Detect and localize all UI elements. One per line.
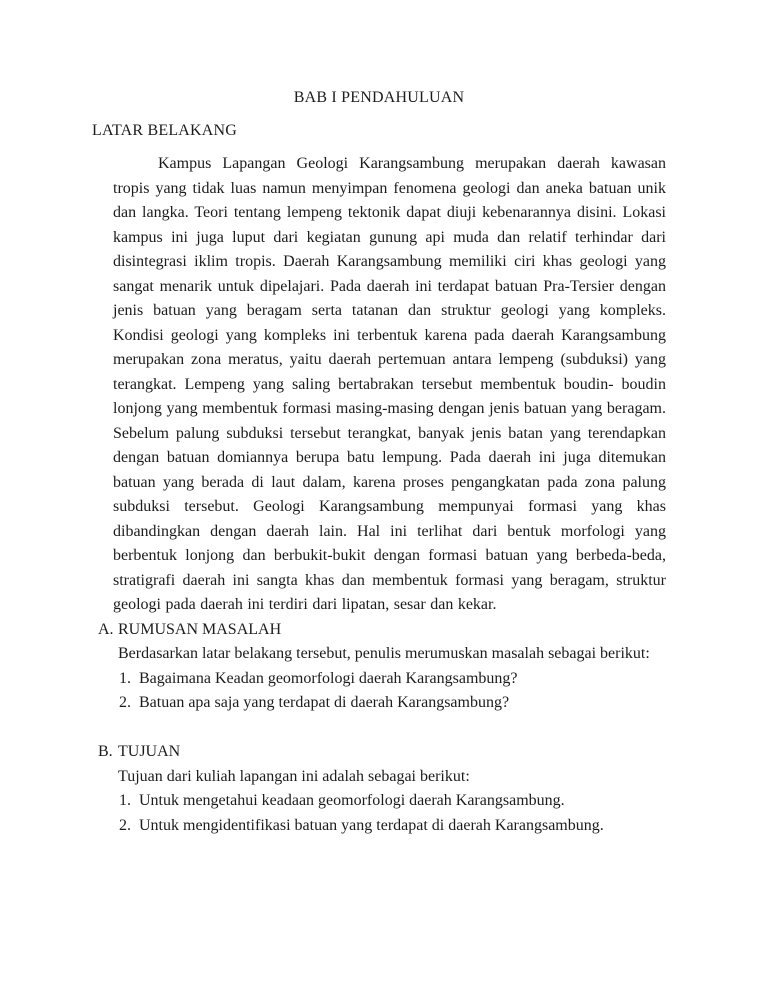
section-b-intro: Tujuan dari kuliah lapangan ini adalah sebagai berikut: <box>118 767 470 785</box>
background-paragraph: Kampus Lapangan Geologi Karangsambung merupakan daerah kawasan tropis yang tidak luas namun menyimpan fenomena geologi dan aneka batuan unik dan langka. Teori tentang lempeng tektonik dapat diuji kebenarannya disini. Lokasi kampus ini juga luput dari kegiatan gunung api muda dan relatif terhindar dari disintegrasi iklim tropis. Daerah Karangsambung memiliki ciri khas geologi yang sangat menarik untuk dipelajari. Pada daerah ini terdapat batuan Pra-Tersier dengan jenis batuan yang beragam serta tatanan dan struktur geologi yang kompleks. Kondisi geologi yang kompleks ini terbentuk karena pada daerah Karangsambung merupakan zona meratus, yaitu daerah pertemuan antara lempeng (subduksi) yang terangkat. Lempeng yang saling bertabrakan tersebut membentuk boudin- boudin lonjong yang membentuk formasi masing-masing dengan jenis batuan yang beragam. Sebelum palung subduksi tersebut terangkat, banyak jenis batan yang terendapkan dengan batuan domiannya berupa batu lempung. Pada daerah ini juga ditemukan batuan yang berada di laut dalam, karena proses pengangkatan pada zona palung subduksi tersebut. Geologi Karangsambung mempunyai formasi yang khas dibandingkan dengan daerah lain. Hal ini terlihat dari bentuk morfologi yang berbentuk lonjong dan berbukit-bukit dengan formasi batuan yang berbeda-beda, stratigrafi daerah ini sangta khas dan membentuk formasi yang beragam, struktur geologi pada daerah ini terdiri dari lipatan, sesar dan kekar. <box>113 155 666 613</box>
section-a-heading: RUMUSAN MASALAH <box>118 620 282 638</box>
section-rumusan-masalah <box>92 618 666 716</box>
section-heading-latar-belakang: LATAR BELAKANG <box>92 121 238 139</box>
document-content <box>92 86 666 838</box>
chapter-title: BAB I PENDAHULUAN <box>293 89 465 106</box>
list-item-number: 1. <box>119 792 131 809</box>
list-item-text: Untuk mengidentifikasi batuan yang terdapat di daerah Karangsambung. <box>139 816 604 834</box>
section-b-heading-row <box>98 740 666 765</box>
list-item <box>119 691 666 716</box>
section-tujuan <box>92 740 666 838</box>
section-b-marker: B. <box>98 743 113 760</box>
list-item-text: Untuk mengetahui keadaan geomorfologi daerah Karangsambung. <box>139 792 565 809</box>
list-item <box>119 814 666 839</box>
section-b-heading: TUJUAN <box>118 743 181 760</box>
section-a-marker: A. <box>98 620 114 638</box>
list-item-number: 2. <box>119 694 131 711</box>
section-a-heading-row <box>98 618 666 643</box>
list-item <box>119 789 666 814</box>
list-item <box>119 667 666 692</box>
list-item-number: 2. <box>119 816 131 834</box>
list-item-text: Batuan apa saja yang terdapat di daerah Karangsambung? <box>139 694 510 711</box>
section-a-intro: Berdasarkan latar belakang tersebut, penulis merumuskan masalah sebagai berikut: <box>118 645 650 662</box>
list-item-number: 1. <box>119 669 131 687</box>
list-item-text: Bagaimana Keadan geomorfologi daerah Karangsambung? <box>139 669 518 687</box>
